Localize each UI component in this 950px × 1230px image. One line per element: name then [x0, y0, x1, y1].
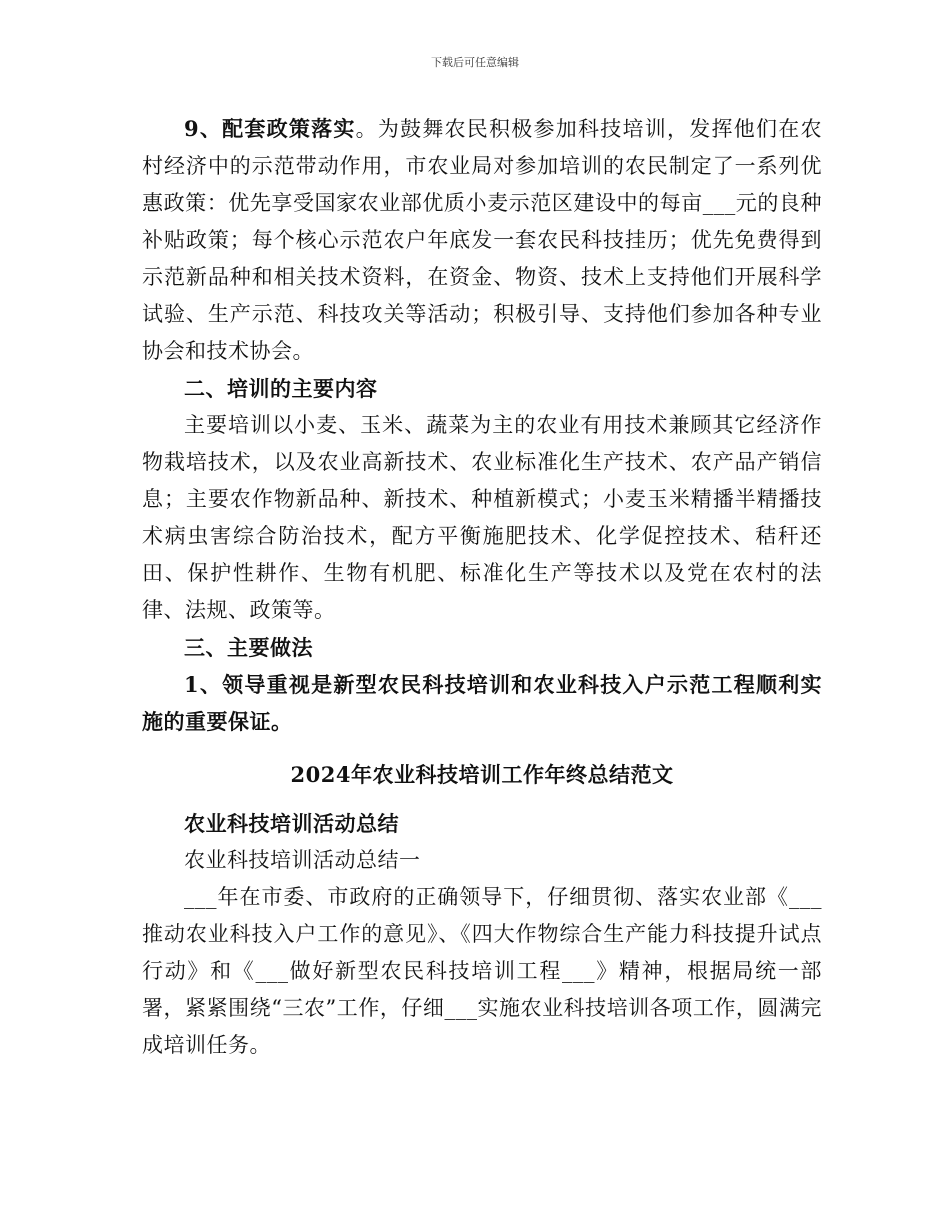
section-heading-content: 二、培训的主要内容 — [184, 376, 378, 401]
document-title: 2024年农业科技培训工作年终总结范文 — [290, 762, 674, 787]
section-heading-methods: 三、主要做法 — [184, 635, 313, 660]
paragraph-policy-lead: 9、配套政策落实 — [184, 116, 356, 141]
subheading-summary: 农业科技培训活动总结 — [184, 811, 399, 836]
paragraph-summary-body: ___年在市委、市政府的正确领导下，仔细贯彻、落实农业部《___推动农业科技入户工作的意见》、《四大作物综合生产能力科技提升试点行动》和《___做好新型农民科技培训工程___》精神，根据局统一部署，紧紧围绕“三农”工作，仔细___实施农业科技培训各项工作，圆满完成培训任务。 — [142, 885, 822, 1057]
header-note: 下载后可任意编辑 — [431, 56, 519, 69]
paragraph-policy — [142, 110, 822, 370]
paragraph-leadership: 1、领导重视是新型农民科技培训和农业科技入户示范工程顺利实施的重要保证。 — [142, 672, 822, 734]
document-body — [142, 110, 822, 1064]
paragraph-summary-one: 农业科技培训活动总结一 — [184, 848, 421, 872]
paragraph-policy-text: 。为鼓舞农民积极参加科技培训，发挥他们在农村经济中的示范带动作用，市农业局对参加培训的农民制定了一系列优惠政策：优先享受国家农业部优质小麦示范区建设中的每亩___元的良种补贴政策；每个核心示范农户年底发一套农民科技挂历；优先免费得到示范新品种和相关技术资料，在资金、物资、技术上支持他们开展科学试验、生产示范、科技攻关等活动；积极引导、支持他们参加各种专业协会和技术协会。 — [142, 117, 822, 363]
paragraph-training-content: 主要培训以小麦、玉米、蔬菜为主的农业有用技术兼顾其它经济作物栽培技术，以及农业高新技术、农业标准化生产技术、农产品产销信息；主要农作物新品种、新技术、种植新模式；小麦玉米精播半精播技术病虫害综合防治技术，配方平衡施肥技术、化学促控技术、秸秆还田、保护性耕作、生物有机肥、标准化生产等技术以及党在农村的法律、法规、政策等。 — [142, 413, 822, 622]
